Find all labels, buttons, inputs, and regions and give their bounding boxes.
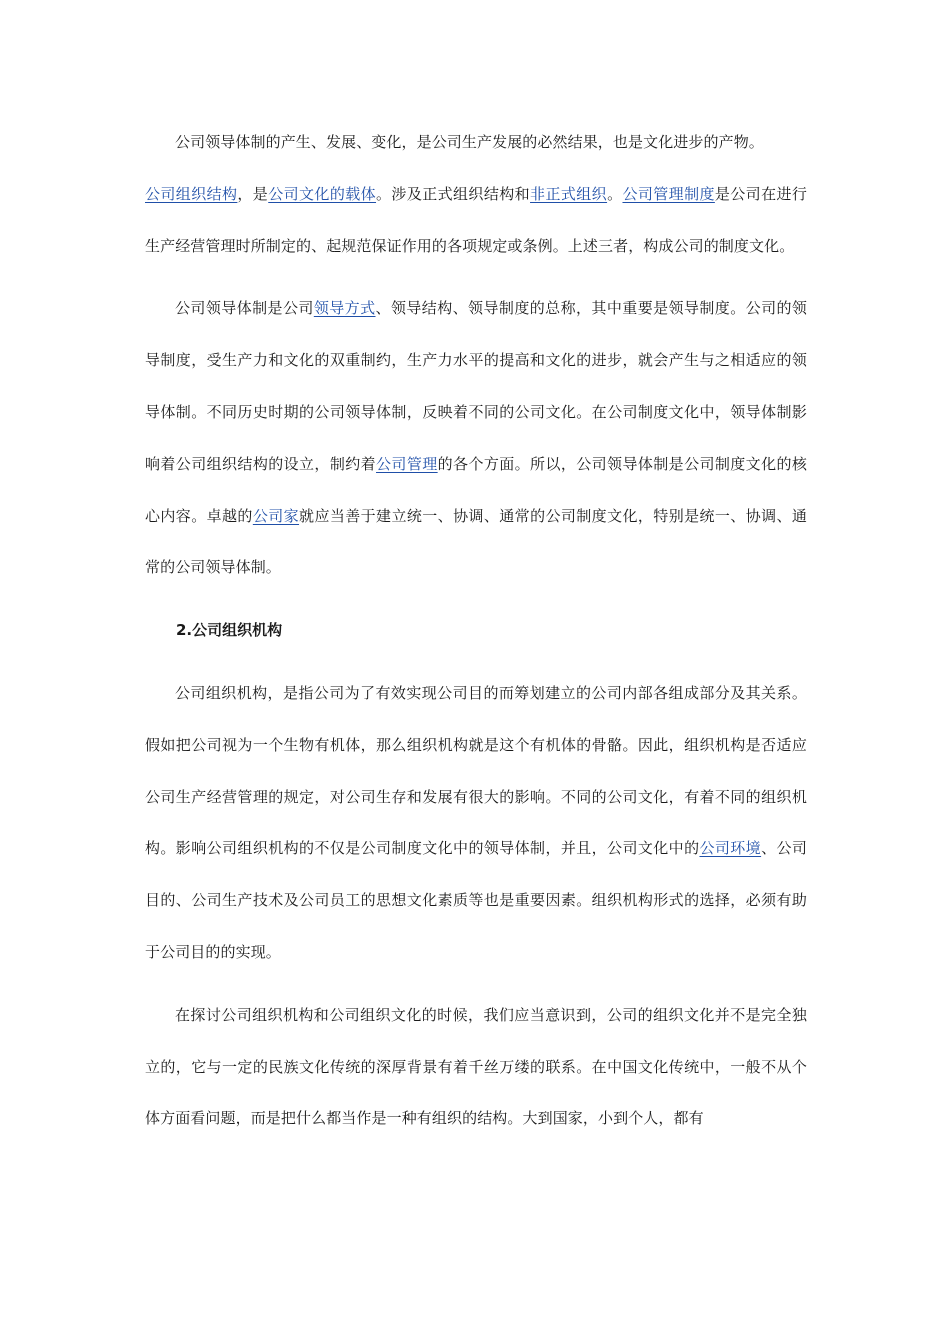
- paragraph-2: [145, 169, 807, 273]
- paragraph-3-text-3: 的各个方面。所以，公司领导体制是公司制度文化的核心内容。卓越的: [145, 454, 807, 525]
- paragraph-3-text-2: 、领导结构、领导制度的总称，其中重要是领导制度。公司的领导制度，受生产力和文化的双重制约，生产力水平的提高和文化的进步，就会产生与之相适应的领导体制。不同历史时期的公司领导体制，反映着不同的公司文化。在公司制度文化中，领导体制影响着公司组织结构的设立，制约着: [145, 299, 808, 473]
- link-leadership-style[interactable]: 领导方式: [313, 299, 376, 318]
- paragraph-4-text-1: 公司组织机构，是指公司为了有效实现公司目的而筹划建立的公司内部各组成部分及其关系。假如把公司视为一个生物有机体，那么组织机构就是这个有机体的骨骼。因此，组织机构是否适应公司生产经营管理的规定，对公司生存和发展有很大的影响。不同的公司文化，有着不同的组织机构。影响公司组织机构的不仅是公司制度文化中的领导体制，并且，公司文化中的: [145, 683, 807, 858]
- paragraph-2-text-3: 。: [607, 184, 623, 203]
- paragraph-2-text-4: 是公司在进行生产经营管理时所制定的、起规范保证作用的各项规定或条例。上述三者，构成公司的制度文化。: [145, 184, 807, 255]
- link-management-system[interactable]: 公司管理制度: [622, 184, 715, 203]
- paragraph-3-text-4: 就应当善于建立统一、协调、通常的公司制度文化，特别是统一、协调、通常的公司领导体制。: [145, 506, 808, 577]
- link-company-management[interactable]: 公司管理: [376, 454, 438, 473]
- link-org-structure[interactable]: 公司组织结构: [145, 184, 238, 203]
- paragraph-1: [145, 117, 807, 169]
- paragraph-2-text-1: ，是: [237, 184, 269, 203]
- section-heading: 2.公司组织机构: [176, 621, 283, 640]
- paragraph-4-text-2: 、公司目的、公司生产技术及公司员工的思想文化素质等也是重要因素。组织机构形式的选择，必须有助于公司目的的实现。: [145, 839, 807, 961]
- link-entrepreneur[interactable]: 公司家: [252, 506, 300, 525]
- paragraph-3-text-1: 公司领导体制是公司: [175, 299, 314, 318]
- paragraph-3: [145, 283, 807, 594]
- paragraph-5: [145, 990, 807, 1145]
- link-company-environment[interactable]: 公司环境: [699, 839, 762, 858]
- document-page: [145, 117, 807, 1156]
- link-informal-org[interactable]: 非正式组织: [530, 184, 608, 203]
- paragraph-1-text: 公司领导体制的产生、发展、变化，是公司生产发展的必然结果，也是文化进步的产物。: [175, 133, 764, 151]
- link-culture-carrier[interactable]: 公司文化的载体: [268, 184, 377, 203]
- paragraph-4: [145, 668, 807, 979]
- paragraph-2-text-2: 。涉及正式组织结构和: [376, 184, 531, 203]
- paragraph-5-text: 在探讨公司组织机构和公司组织文化的时候，我们应当意识到，公司的组织文化并不是完全独立的，它与一定的民族文化传统的深厚背景有着千丝万缕的联系。在中国文化传统中，一般不从个体方面看问题，而是把什么都当作是一种有组织的结构。大到国家，小到个人，都有: [145, 1005, 807, 1128]
